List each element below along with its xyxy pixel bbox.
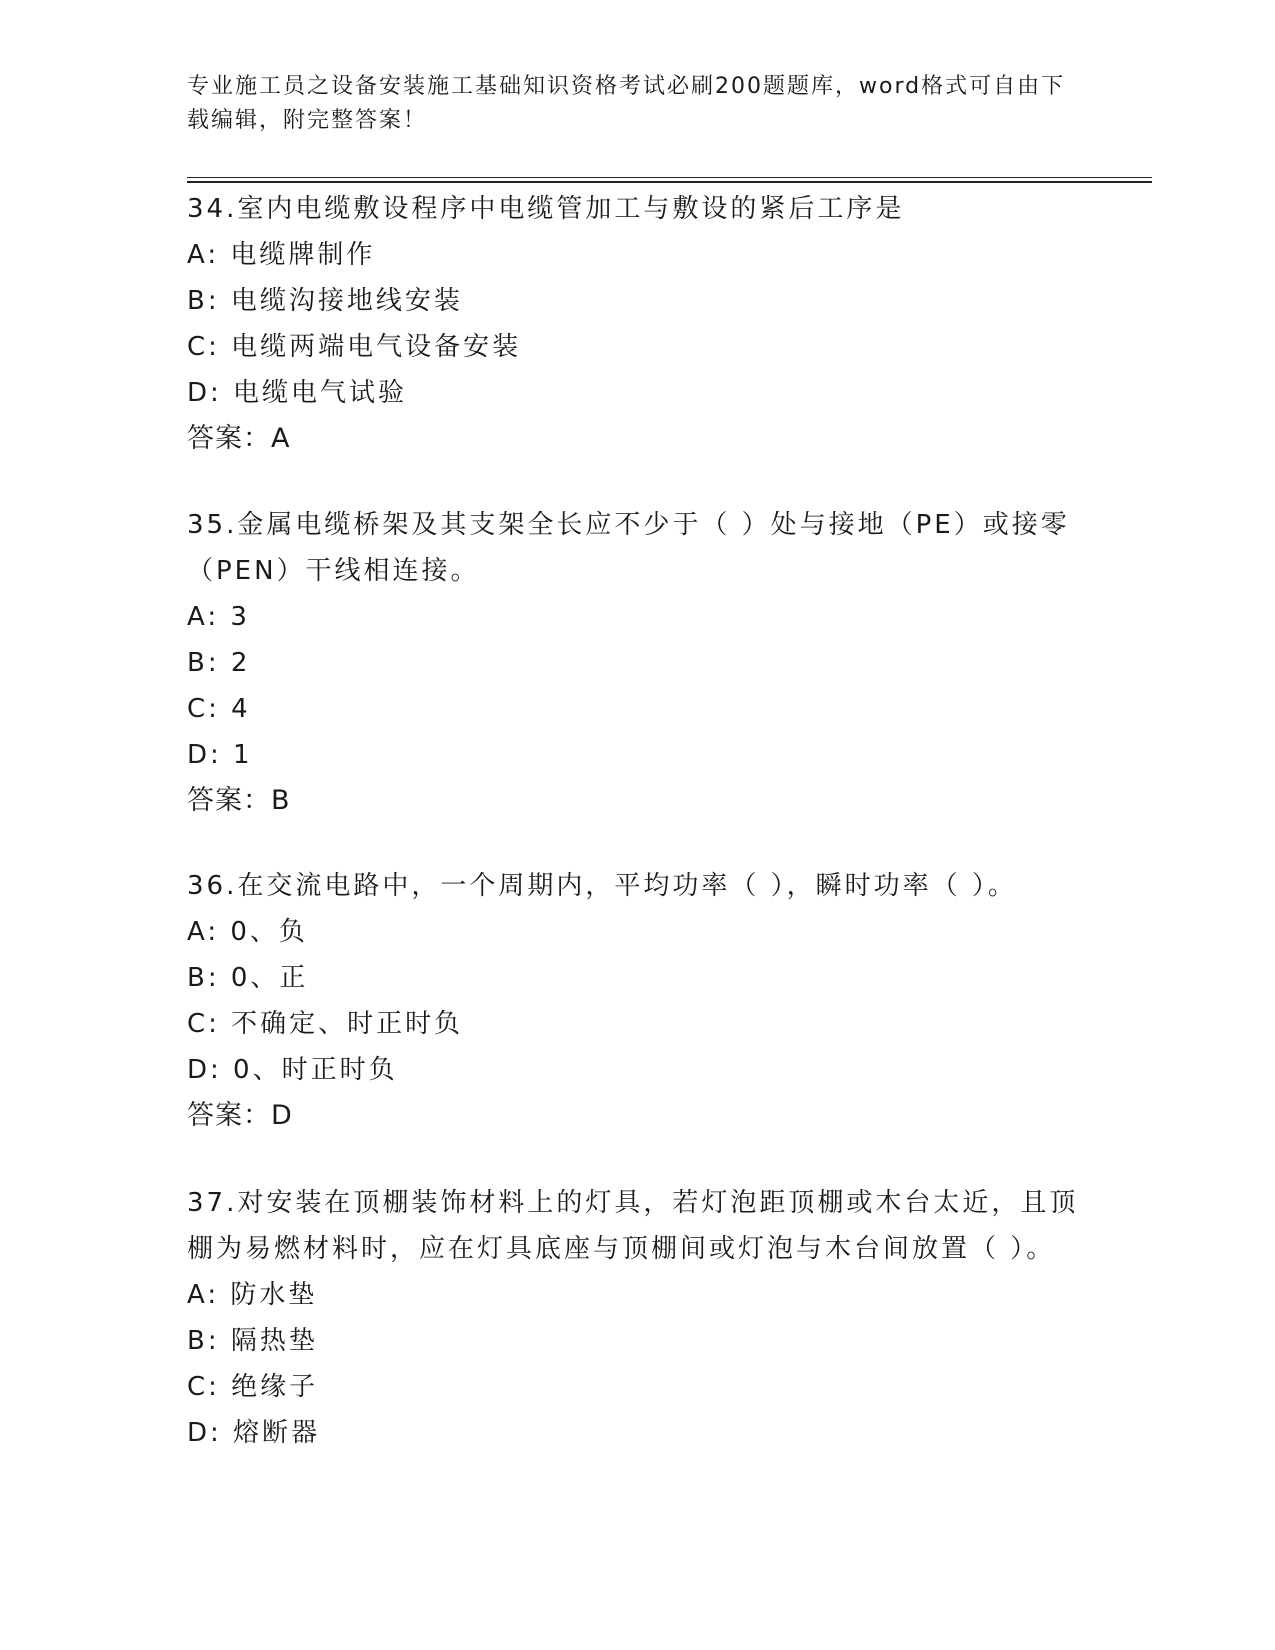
header-divider-thin — [187, 177, 1152, 178]
answer-label: 答案：A — [187, 423, 291, 454]
question-stem: 34.室内电缆敷设程序中电缆管加工与敷设的紧后工序是 — [187, 194, 905, 224]
option-c: C: 4 — [187, 694, 251, 724]
header-divider-thick — [187, 181, 1152, 183]
question-stem: 36.在交流电路中，一个周期内，平均功率（ ），瞬时功率（ ）。 — [187, 871, 1017, 901]
answer-label: 答案：B — [187, 785, 291, 816]
answer-label: 答案：D — [187, 1100, 293, 1131]
option-a: A: 0、负 — [187, 917, 308, 947]
option-d: D: 1 — [187, 740, 253, 770]
option-a: A: 防水垫 — [187, 1280, 318, 1310]
option-b: B: 隔热垫 — [187, 1326, 318, 1356]
option-b: B: 2 — [187, 648, 251, 678]
option-a: A: 电缆牌制作 — [187, 240, 376, 270]
option-b: B: 0、正 — [187, 963, 309, 993]
option-c: C: 不确定、时正时负 — [187, 1009, 464, 1039]
question-34 — [187, 186, 1087, 462]
option-b: B: 电缆沟接地线安装 — [187, 286, 463, 316]
question-36 — [187, 863, 1087, 1139]
option-a: A: 3 — [187, 602, 250, 632]
option-d: D: 熔断器 — [187, 1418, 321, 1448]
question-35 — [187, 502, 1087, 824]
option-c: C: 绝缘子 — [187, 1372, 319, 1402]
question-37 — [187, 1180, 1087, 1456]
document-header: 专业施工员之设备安装施工基础知识资格考试必刷200题题库，word格式可自由下载编辑，附完整答案！ — [187, 74, 1066, 133]
question-stem: 35.金属电缆桥架及其支架全长应不少于（ ）处与接地（PE）或接零（PEN）干线相连接。 — [187, 510, 1070, 586]
option-d: D: 电缆电气试验 — [187, 378, 408, 408]
option-d: D: 0、时正时负 — [187, 1055, 398, 1085]
option-c: C: 电缆两端电气设备安装 — [187, 332, 522, 362]
question-stem: 37.对安装在顶棚装饰材料上的灯具，若灯泡距顶棚或木台太近，且顶棚为易燃材料时，应在灯具底座与顶棚间或灯泡与木台间放置（ ）。 — [187, 1188, 1079, 1264]
